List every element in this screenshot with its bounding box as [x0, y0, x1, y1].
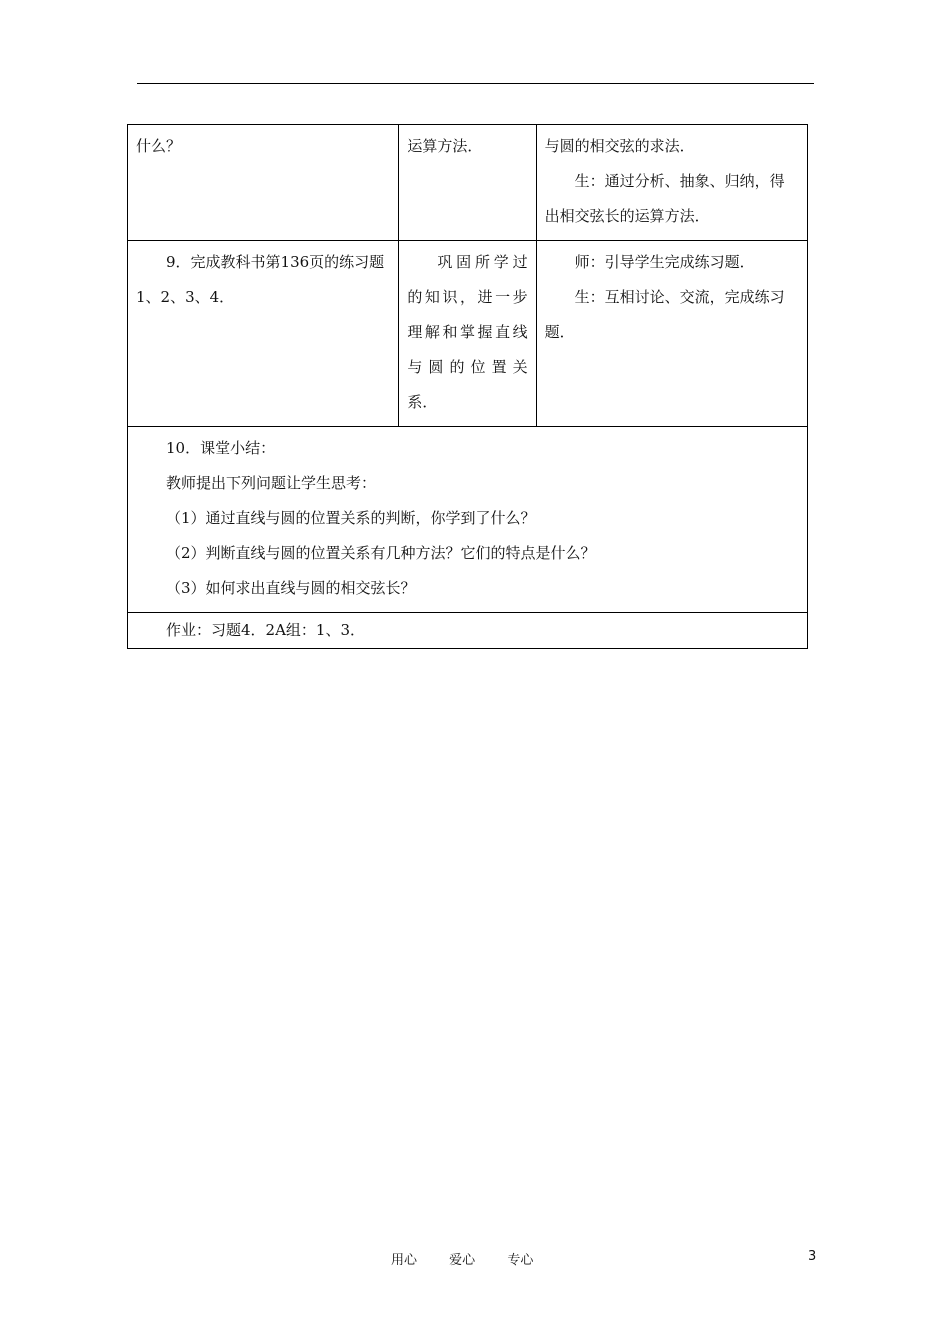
homework-cell	[128, 613, 808, 649]
table-row	[128, 241, 808, 427]
cell-text: 与圆的位置关	[407, 358, 528, 376]
summary-question: （3）如何求出直线与圆的相交弦长？	[166, 579, 416, 597]
cell-text: 什么？	[136, 137, 182, 155]
table-cell	[536, 125, 807, 241]
page-number: 3	[808, 1249, 817, 1264]
table-cell	[128, 241, 399, 427]
table-cell	[399, 241, 536, 427]
cell-text: 9．完成教科书第136页的练习题1、2、3、4．	[136, 253, 385, 306]
cell-text: 生：通过分析、抽象、归纳，得出相交弦长的运算方法．	[544, 172, 785, 225]
cell-text: 的知识，进一步	[407, 288, 528, 306]
table-cell	[128, 125, 399, 241]
cell-text: 系．	[407, 393, 438, 411]
cell-text: 运算方法．	[407, 137, 483, 155]
table-row	[128, 613, 808, 649]
footer-motto	[391, 1249, 561, 1268]
cell-text: 理解和掌握直线	[407, 323, 528, 341]
table-row	[128, 427, 808, 613]
footer-motto-word: 爱心	[449, 1253, 476, 1268]
summary-title: 10．课堂小结：	[166, 439, 276, 457]
table-cell	[399, 125, 536, 241]
summary-text: 教师提出下列问题让学生思考：	[166, 474, 377, 492]
footer-motto-word: 用心	[391, 1253, 418, 1268]
summary-question: （2）判断直线与圆的位置关系有几种方法？它们的特点是什么？	[166, 544, 596, 562]
table-cell	[536, 241, 807, 427]
cell-text: 生：互相讨论、交流，完成练习题．	[544, 288, 785, 341]
summary-cell	[128, 427, 808, 613]
homework-text: 作业：习题4．2A组：1、3．	[166, 621, 366, 639]
cell-text: 师：引导学生完成练习题．	[574, 253, 755, 271]
cell-text: 与圆的相交弦的求法．	[544, 137, 695, 155]
footer-motto-word: 专心	[507, 1253, 534, 1268]
header-rule	[137, 83, 814, 84]
lesson-plan-table	[127, 124, 808, 649]
table-row	[128, 125, 808, 241]
cell-text: 巩固所学过	[437, 253, 528, 271]
summary-question: （1）通过直线与圆的位置关系的判断，你学到了什么？	[166, 509, 536, 527]
